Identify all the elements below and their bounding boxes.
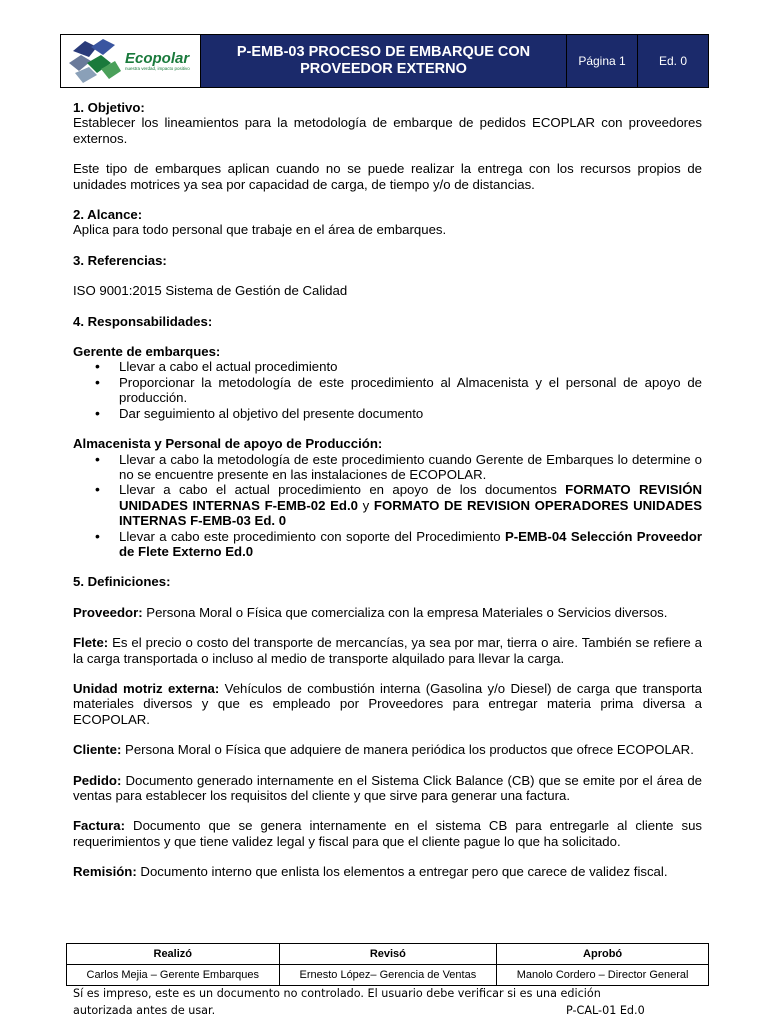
objetivo-paragraph-2: Este tipo de embarques aplican cuando no se puede realizar la entrega con los recursos propios de unidades motrices ya sea por capacidad de carga, de tiempo y/o de distancias. (73, 161, 702, 192)
almacenista-list (73, 452, 702, 560)
referencias-paragraph: ISO 9001:2015 Sistema de Gestión de Calidad (73, 283, 348, 299)
section-title-referencias: 3. Referencias: (73, 252, 167, 268)
definition-term: Remisión: (73, 864, 137, 880)
list-text: y (357, 497, 374, 513)
definition-text: Documento generado internamente en el Sistema Click Balance (CB) que se emite por el área de ventas para establecer los requisitos del cliente y que sirve para generar una factura. (73, 772, 702, 803)
definition-cliente (73, 742, 702, 757)
definition-factura (73, 818, 702, 849)
definition-term: Unidad motriz externa: (73, 680, 220, 696)
definition-term: Cliente: (73, 742, 122, 758)
signature-header-row (67, 944, 709, 965)
list-item: • Llevar a cabo la metodología de este procedimiento cuando Gerente de Embarques lo determine o no se encuentre presente en las instalaciones de ECOPOLAR. (73, 452, 702, 483)
document-reference: P-EMB-04 Selección Proveedor de Flete Externo Ed.0 (119, 528, 702, 559)
header-reviso: Revisó (279, 944, 497, 965)
document-reference: FORMATO DE REVISION OPERADORES UNIDADES INTERNAS F-EMB-03 Ed. 0 (119, 497, 703, 529)
list-item: • Llevar a cabo el actual procedimiento (73, 359, 702, 374)
objetivo-paragraph-1: Establecer los lineamientos para la metodología de embarque de pedidos ECOPLAR con proveedores externos. (73, 115, 702, 146)
definition-text: Documento interno que enlista los elementos a entregar pero que carece de validez fiscal. (136, 864, 668, 880)
definition-unidad-motriz (73, 681, 702, 727)
reviso-name: Ernesto López– Gerencia de Ventas (279, 965, 497, 986)
definition-proveedor (73, 605, 702, 620)
section-title-objetivo: 1. Objetivo: (73, 100, 145, 115)
gerente-list (73, 359, 702, 421)
list-item: • Proporcionar la metodología de este procedimiento al Almacenista y el personal de apoyo de producción. (73, 375, 702, 406)
list-item (73, 482, 702, 528)
edition: Ed. 0 (638, 35, 708, 87)
gerente-title: Gerente de embarques: (73, 344, 221, 360)
definition-term: Pedido: (73, 772, 122, 788)
definition-flete (73, 635, 702, 666)
footer-notice: Sí es impreso, este es un documento no controlado. El usuario debe verificar si es una edición autorizada antes de usar. (73, 987, 601, 1017)
header-aprobo: Aprobó (497, 944, 709, 965)
section-title-definiciones: 5. Definiciones: (73, 574, 171, 590)
definition-text: Persona Moral o Física que comercializa con la empresa Materiales o Servicios diversos. (142, 604, 668, 620)
section-title-alcance: 2. Alcance: (73, 207, 143, 223)
document-body (73, 100, 702, 880)
list-text: Llevar a cabo este procedimiento con soporte del Procedimiento (119, 528, 505, 544)
signature-table (66, 943, 709, 986)
definition-term: Proveedor: (73, 604, 143, 620)
list-item (73, 529, 702, 560)
logo-name: Ecopolar (125, 49, 190, 67)
almacenista-title: Almacenista y Personal de apoyo de Producción: (73, 436, 383, 452)
logo-tagline: nuestra verdad, impacto positivo (125, 65, 190, 71)
logo (61, 35, 201, 87)
document-header (60, 34, 709, 88)
document-reference: FORMATO REVISIÓN UNIDADES INTERNAS F-EMB-02 Ed.0 (119, 482, 703, 513)
definition-remision (73, 864, 702, 879)
definition-term: Factura: (73, 818, 126, 834)
aprobo-name: Manolo Cordero – Director General (497, 965, 709, 986)
definition-pedido (73, 773, 702, 804)
list-item: • Dar seguimiento al objetivo del presente documento (73, 406, 702, 421)
alcance-paragraph: Aplica para todo personal que trabaje en el área de embarques. (73, 222, 447, 238)
definition-text: Persona Moral o Física que adquiere de manera periódica los productos que ofrece ECOPOLAR. (121, 742, 694, 758)
section-title-responsabilidades: 4. Responsabilidades: (73, 313, 213, 329)
header-realizo: Realizó (67, 944, 280, 965)
ecopolar-logo-icon (67, 37, 123, 85)
realizo-name: Carlos Mejia – Gerente Embarques (67, 965, 280, 986)
document-title: P-EMB-03 PROCESO DE EMBARQUE CON PROVEEDOR EXTERNO (201, 35, 567, 87)
list-text: Llevar a cabo el actual procedimiento en apoyo de los documentos (119, 482, 566, 498)
page-number: Página 1 (567, 35, 638, 87)
definition-text: Documento que se genera internamente en el sistema CB para entregarle al cliente sus requerimientos y que tiene validez legal y fiscal para que el cliente pague lo que ha solicitado. (73, 818, 702, 849)
definition-text: Es el precio o costo del transporte de mercancías, ya sea por mar, tierra o aire. También se refiere a la carga transportada o incluso al medio de transporte alquilado para llevar la carga. (73, 635, 702, 666)
definition-text: Vehículos de combustión interna (Gasolina y/o Diesel) de carga que transporta materiales diversos y que es empleado por Proveedores para entregar materia prima diversa a ECOPOLAR. (73, 680, 702, 727)
definition-term: Flete: (73, 635, 109, 651)
footer-code: P-CAL-01 Ed.0 (566, 1004, 645, 1017)
signature-value-row (67, 965, 709, 986)
